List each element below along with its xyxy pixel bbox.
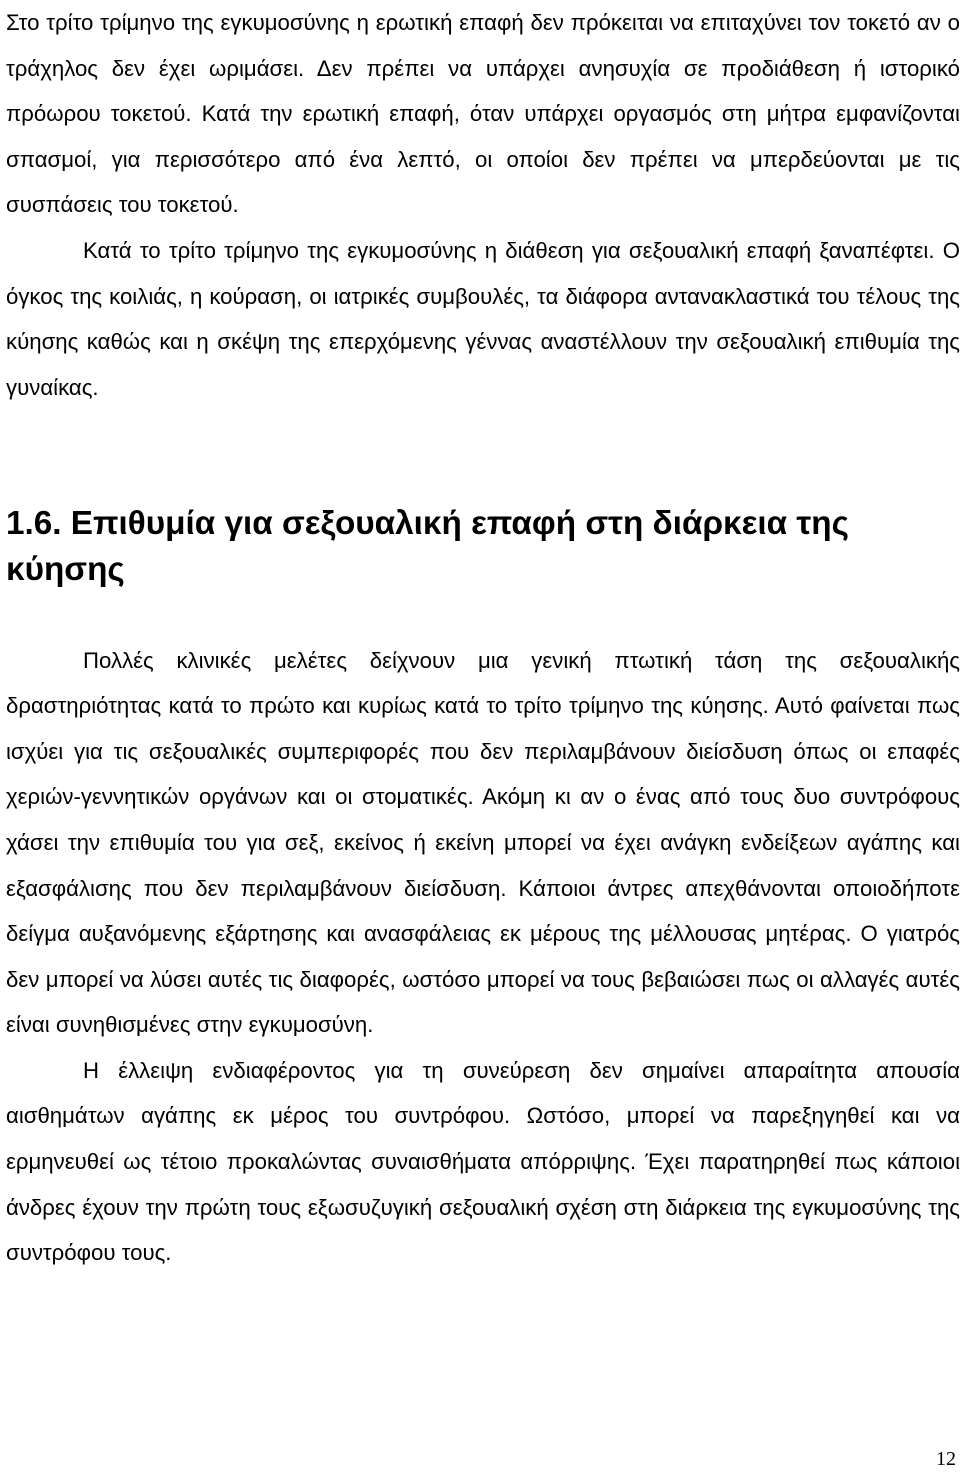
paragraph-third-trimester-contact: Στο τρίτο τρίμηνο της εγκυμοσύνης η ερωτική επαφή δεν πρόκειται να επιταχύνει τον τοκετό αν ο τράχηλος δεν έχει ωριμάσει. Δεν πρέπει να υπάρχει ανησυχία σε προδιάθεση ή ιστορικό πρόωρου τοκετού. Κατά την ερωτική επαφή, όταν υπάρχει οργασμός στη μήτρα εμφανίζονται σπασμοί, για περισσότερο από ένα λεπτό, οι οποίοι δεν πρέπει να μπερδεύονται με τις συσπάσεις του τοκετού. [6, 10, 960, 218]
paragraph-third-trimester-desire: Κατά το τρίτο τρίμηνο της εγκυμοσύνης η διάθεση για σεξουαλική επαφή ξαναπέφτει. Ο όγκος της κοιλιάς, η κούραση, οι ιατρικές συμβουλές, τα διάφορα αντανακλαστικά του τέλους της κύησης καθώς και η σκέψη της επερχόμενης γέννας αναστέλλουν την σεξουαλική επιθυμία της γυναίκας. [6, 237, 960, 400]
paragraph-clinical-studies: Πολλές κλινικές μελέτες δείχνουν μια γενική πτωτική τάση της σεξουαλικής δραστηριότητας κατά το πρώτο και κυρίως κατά το τρίτο τρίμηνο της κύησης. Αυτό φαίνεται πως ισχύει για τις σεξουαλικές συμπεριφορές που δεν περιλαμβάνουν διείσδυση όπως οι επαφές χεριών-γεννητικών οργάνων και οι στοματικές. Ακόμη κι αν ο ένας από τους δυο συντρόφους χάσει την επιθυμία του για σεξ, εκείνος ή εκείνη μπορεί να έχει ανάγκη ενδείξεων αγάπης και εξασφάλισης που δεν περιλαμβάνουν διείσδυση. Κάποιοι άντρες απεχθάνονται οποιοδήποτε δείγμα αυξανόμενης εξάρτησης και ανασφάλειας εκ μέρους της μέλλουσας μητέρας. Ο γιατρός δεν μπορεί να λύσει αυτές τις διαφορές, ωστόσο μπορεί να τους βεβαιώσει πως οι αλλαγές αυτές είναι συνηθισμένες στην εγκυμοσύνη. [6, 647, 960, 1038]
heading-spacer [6, 593, 960, 638]
document-body [6, 0, 960, 1276]
page-number: 12 [936, 1448, 956, 1470]
paragraph-lack-of-interest: Η έλλειψη ενδιαφέροντος για τη συνεύρεση δεν σημαίνει απαραίτητα απουσία αισθημάτων αγάπης εκ μέρος του συντρόφου. Ωστόσο, μπορεί να παρεξηγηθεί και να ερμηνευθεί ως τέτοιο προκαλώντας συναισθήματα απόρριψης. Έχει παρατηρηθεί πως κάποιοι άνδρες έχουν την πρώτη τους εξωσυζυγική σεξουαλική σχέση στη διάρκεια της εγκυμοσύνης της συντρόφου τους. [6, 1057, 960, 1266]
section-heading: 1.6. Επιθυμία για σεξουαλική επαφή στη διάρκεια της κύησης [6, 505, 849, 588]
section-spacer [6, 410, 960, 501]
